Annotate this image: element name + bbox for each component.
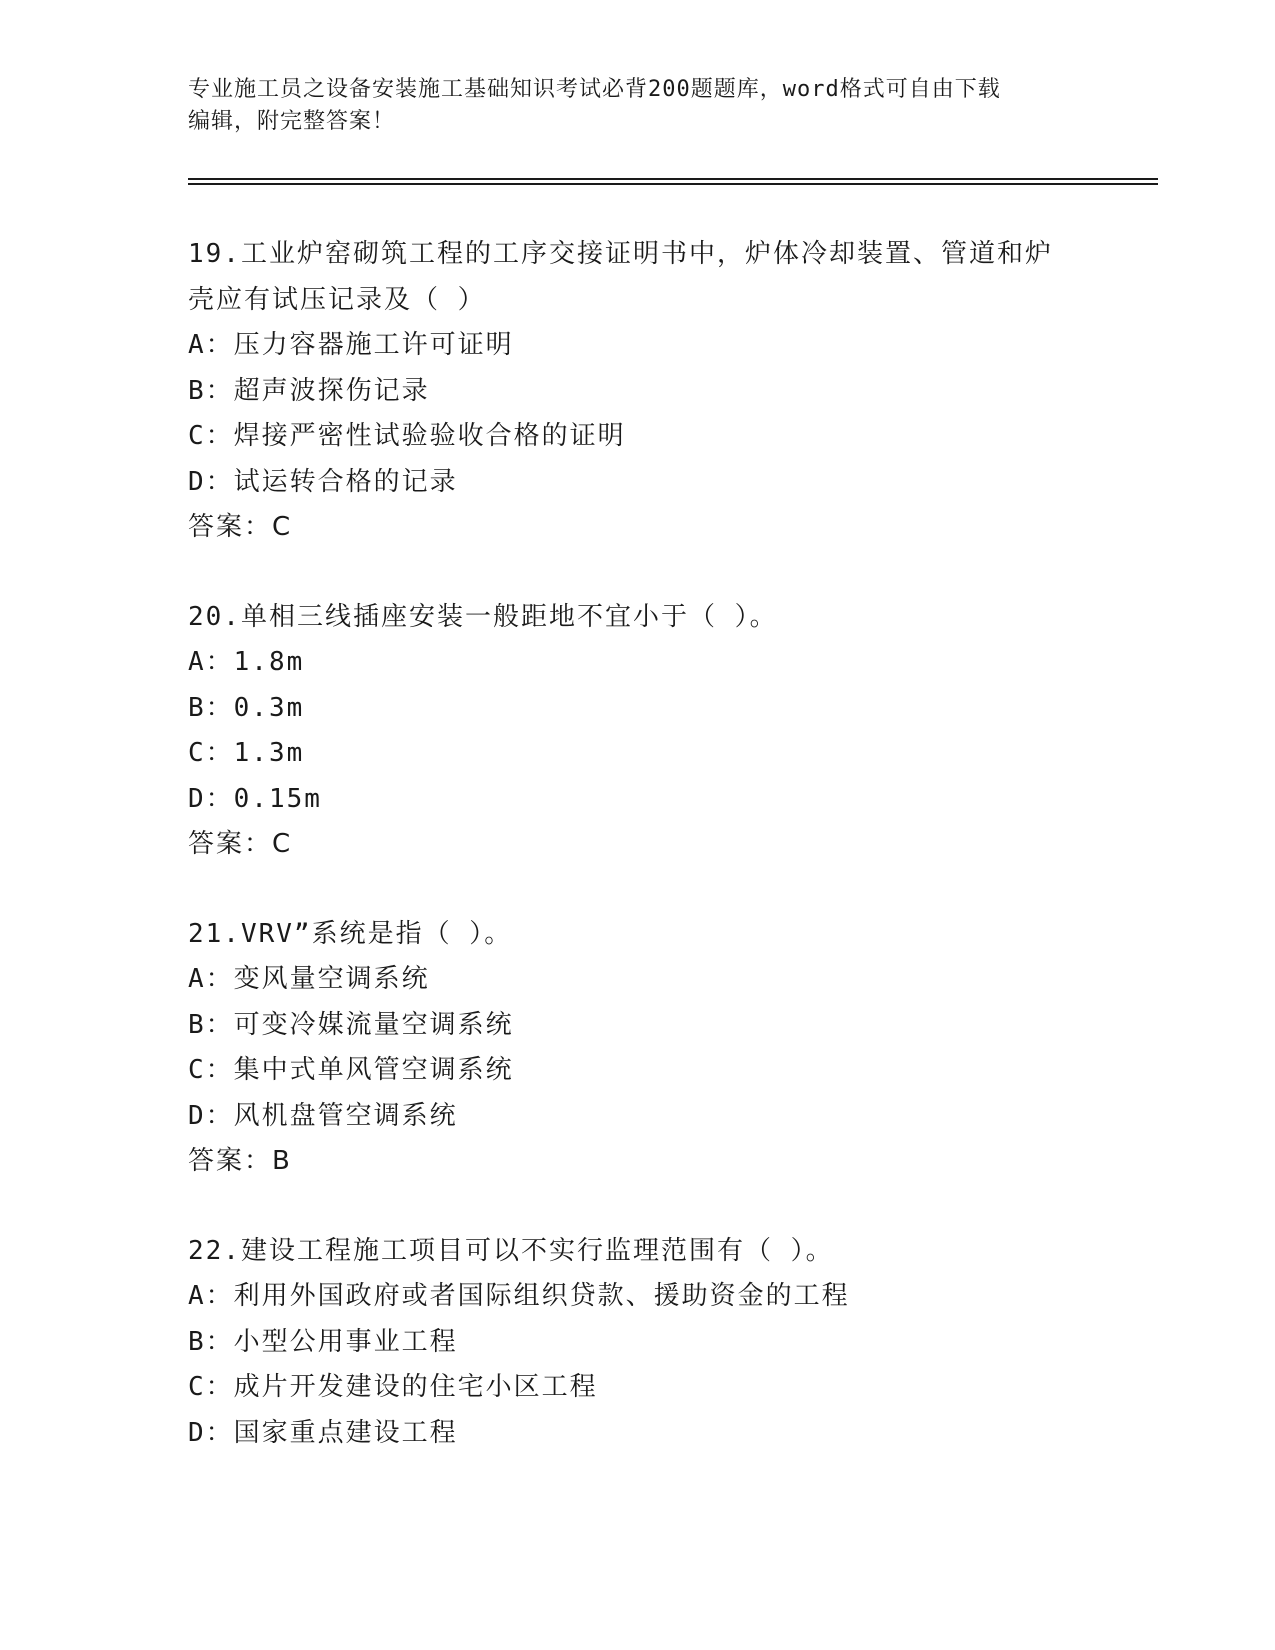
option-a: A：利用外国政府或者国际组织贷款、援助资金的工程 (188, 1281, 850, 1311)
option-a: A：压力容器施工许可证明 (188, 330, 514, 360)
header-divider-top (188, 178, 1158, 180)
question-21 (188, 912, 1118, 1185)
answer-line: 答案：B (188, 1146, 292, 1176)
header-line-2: 编辑，附完整答案！ (188, 109, 396, 134)
option-b: B：超声波探伤记录 (188, 375, 430, 406)
question-stem-line: 21.VRV”系统是指（ ）。 (188, 918, 513, 949)
answer-line: 答案：C (188, 829, 293, 859)
option-c: C：集中式单风管空调系统 (188, 1055, 514, 1085)
header-divider-bottom (188, 183, 1158, 185)
question-19 (188, 232, 1118, 551)
question-20 (188, 595, 1118, 868)
question-stem-line: 22.建设工程施工项目可以不实行监理范围有（ ）。 (188, 1235, 834, 1266)
option-b: B：0.3m (188, 692, 305, 723)
option-a: A：1.8m (188, 647, 305, 677)
option-c: C：1.3m (188, 738, 305, 768)
question-22 (188, 1229, 1118, 1457)
option-a: A：变风量空调系统 (188, 964, 430, 994)
option-b: B：可变冷媒流量空调系统 (188, 1009, 514, 1040)
option-d: D：试运转合格的记录 (188, 466, 458, 497)
question-stem-line: 19.工业炉窑砌筑工程的工序交接证明书中，炉体冷却装置、管道和炉 (188, 239, 1053, 269)
option-d: D：风机盘管空调系统 (188, 1100, 458, 1131)
option-d: D：国家重点建设工程 (188, 1417, 458, 1448)
option-c: C：成片开发建设的住宅小区工程 (188, 1372, 598, 1402)
header-line-1: 专业施工员之设备安装施工基础知识考试必背200题题库，word格式可自由下载 (188, 77, 1001, 102)
question-list (188, 232, 1118, 1500)
document-header (188, 74, 1088, 138)
option-d: D：0.15m (188, 783, 322, 814)
option-b: B：小型公用事业工程 (188, 1326, 458, 1357)
question-stem-line: 20.单相三线插座安装一般距地不宜小于（ ）。 (188, 601, 778, 632)
question-stem-line: 壳应有试压记录及（ ） (188, 284, 486, 315)
answer-line: 答案：C (188, 512, 293, 542)
option-c: C：焊接严密性试验验收合格的证明 (188, 421, 626, 451)
